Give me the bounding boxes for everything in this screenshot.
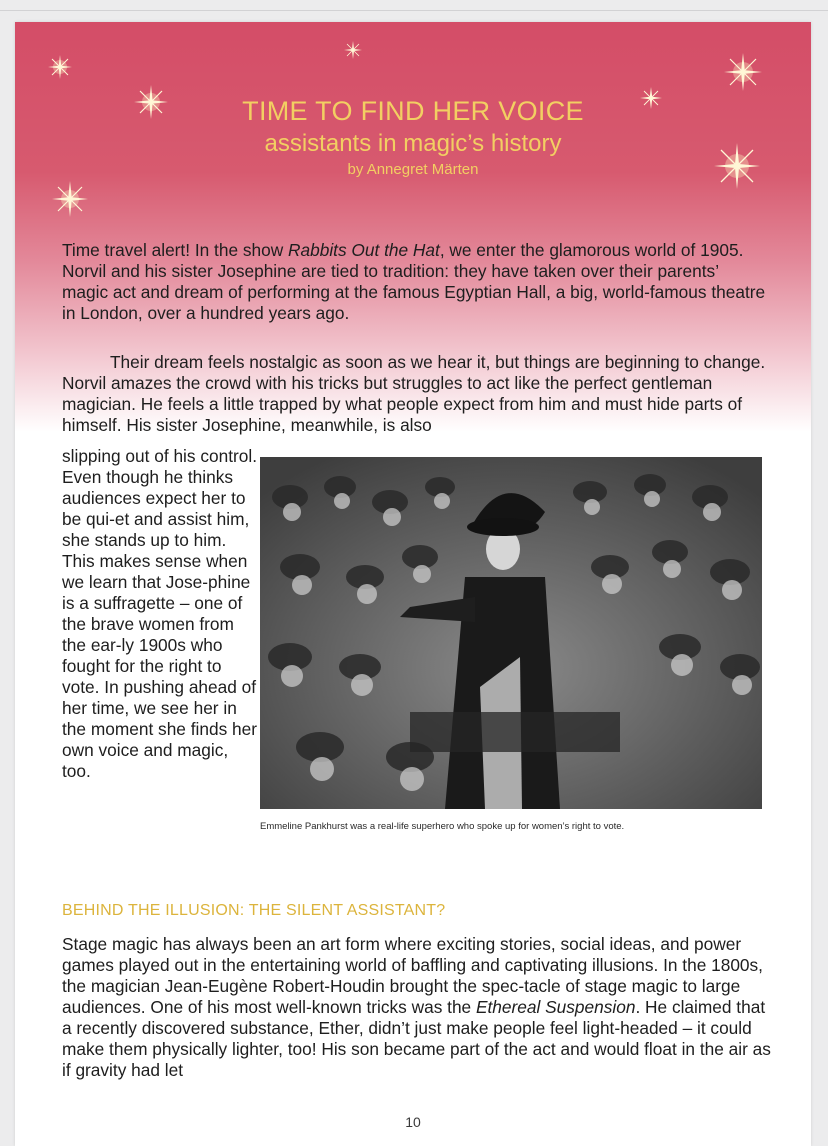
sparkle-star-icon [343, 40, 363, 60]
trick-title: Ethereal Suspension [475, 997, 636, 1017]
sparkle-star-icon [723, 52, 763, 92]
body-paragraph: Their dream feels nostalgic as soon as we hear it, but things are beginning to change. Norvil amazes the crowd with his tricks but struggles to act like the perfect gentleman magician. He feels a little trapped by what people expect from him and must hide parts of himself. His sister Josephine, meanwhile, is also [62, 352, 766, 435]
photo-caption: Emmeline Pankhurst was a real-life superhero who spoke up for women’s right to vote. [260, 821, 625, 832]
article-byline: by Annegret Märten [347, 161, 479, 178]
section-heading: BEHIND THE ILLUSION: THE SILENT ASSISTANT? [62, 902, 446, 919]
magazine-page [15, 22, 811, 1146]
article-subtitle: assistants in magic’s history [264, 130, 562, 157]
intro-paragraph: Time travel alert! In the show Rabbits Out the Hat, we enter the glamorous world of 1905. Norvil and his sister Josephine are tied to tradition: they have taken over their parents’ magic act and dream of performing at the famous Egyptian Hall, a big, world-famous theatre in London, over a hundred years ago. [62, 240, 766, 323]
sparkle-star-icon [47, 54, 73, 80]
section-paragraph: Stage magic has always been an art form where exciting stories, social ideas, and power games played out in the entertaining world of baffling and captivating illusions. In the 1800s, the magician Jean-Eugène Robert-Houdin brought the spec-tacle of stage magic to large audiences. One of his most well-known tricks was the Ethereal Suspension. He claimed that a recently discovered substance, Ether, didn’t just make people feel light-headed – it could make them physically lighter, too! His son became part of the act and would float in the air as if gravity had let [62, 934, 771, 1080]
page-number: 10 [405, 1114, 421, 1130]
show-title: Rabbits Out the Hat [288, 240, 440, 260]
article-title: TIME TO FIND HER VOICE [242, 96, 584, 126]
sparkle-star-icon [51, 180, 89, 218]
archival-photo [260, 457, 762, 809]
viewer-top-rule [0, 10, 828, 11]
sidebar-paragraph: slipping out of his control. Even though he thinks audiences expect her to be qui-et and assist him, she stands up to him. This makes sense when we learn that Jose-phine is a suffragette – one of the brave women from the ear-ly 1900s who fought for the right to vote. In pushing ahead of her time, we see her in the moment she finds her own voice and magic, too. [62, 446, 258, 781]
